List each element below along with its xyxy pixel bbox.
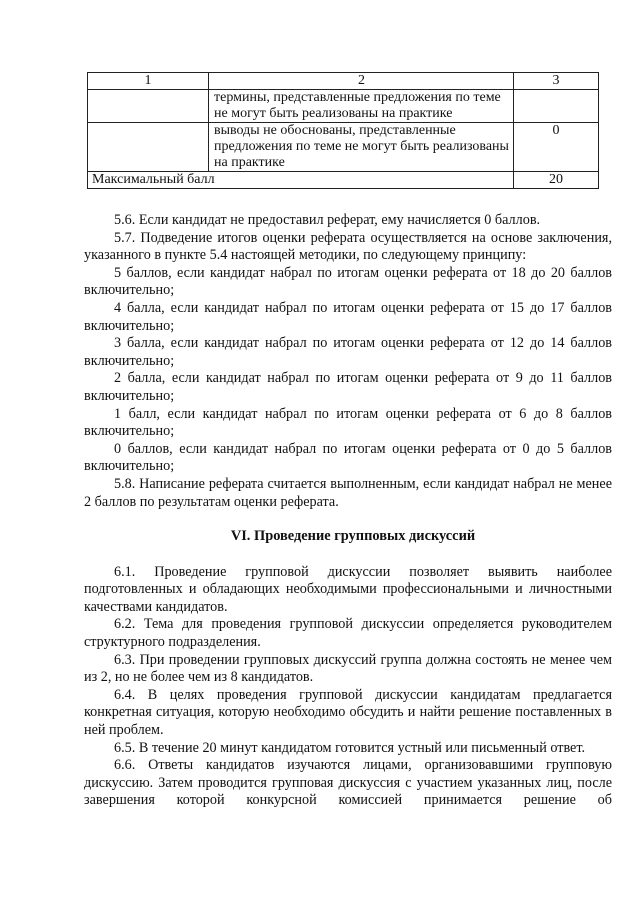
table-cell (88, 90, 209, 123)
paragraph-5-6: 5.6. Если кандидат не предоставил реферат, ему начисляется 0 баллов. (114, 212, 541, 228)
score-3-points: 3 балла, если кандидат набрал по итогам оценки реферата от 12 до 14 баллов включительно; (84, 335, 612, 369)
table-cell: термины, представленные предложения по теме не могут быть реализованы на практике (209, 90, 514, 123)
table-header-row (88, 73, 599, 90)
table-cell: 0 (514, 123, 599, 172)
paragraph-6-3: 6.3. При проведении групповых дискуссий группа должна состоять не менее чем из 2, но не более чем из 8 кандидатов. (84, 651, 612, 686)
paragraph-5-8: 5.8. Написание реферата считается выполненным, если кандидат набрал не менее 2 баллов по результатам оценки реферата. (84, 475, 612, 510)
score-0-points: 0 баллов, если кандидат набрал по итогам оценки реферата от 0 до 5 баллов включительно; (84, 440, 612, 475)
document-body (84, 212, 612, 810)
score-1-point: 1 балл, если кандидат набрал по итогам оценки реферата от 6 до 8 баллов включительно; (84, 405, 612, 440)
paragraph-6-4: 6.4. В целях проведения групповой дискуссии кандидатам предлагается конкретная ситуация, которую необходимо обсудить и найти решение поставленных в ней проблем. (84, 686, 612, 739)
table-row (88, 90, 599, 123)
grading-table (87, 72, 599, 189)
table-header-cell: 2 (209, 73, 514, 90)
score-2-points: 2 балла, если кандидат набрал по итогам оценки реферата от 9 до 11 баллов включительно; (84, 370, 612, 404)
table-cell (88, 123, 209, 172)
section-heading: VI. Проведение групповых дискуссий (230, 528, 476, 545)
score-4-points: 4 балла, если кандидат набрал по итогам оценки реферата от 15 до 17 баллов включительно; (84, 299, 612, 334)
table-header-cell: 3 (514, 73, 599, 90)
score-5-points: 5 баллов, если кандидат набрал по итогам оценки реферата от 18 до 20 баллов включительно; (84, 264, 612, 299)
paragraph-5-7: 5.7. Подведение итогов оценки реферата осуществляется на основе заключения, указанного в пункте 5.4 настоящей методики, по следующему принципу: (84, 229, 612, 264)
table-total-label: Максимальный балл (88, 172, 514, 189)
paragraph-6-6: 6.6. Ответы кандидатов изучаются лицами, организовавшими групповую дискуссию. Затем проводится групповая дискуссия с участием указанных лиц, после завершения которой конкурсной комиссией принимается решение об (84, 757, 612, 809)
table-header-cell: 1 (88, 73, 209, 90)
paragraph-6-1: 6.1. Проведение групповой дискуссии позволяет выявить наиболее подготовленных и обладающих необходимыми профессиональными и личностными качествами кандидатов. (84, 563, 612, 615)
table-row (88, 123, 599, 172)
table-total-row (88, 172, 599, 189)
table-cell: выводы не обоснованы, представленные предложения по теме не могут быть реализованы на практике (209, 123, 514, 172)
table-total-value: 20 (514, 172, 599, 189)
paragraph-6-5: 6.5. В течение 20 минут кандидатом готовится устный или письменный ответ. (114, 739, 586, 756)
table-cell (514, 90, 599, 123)
paragraph-6-2: 6.2. Тема для проведения групповой дискуссии определяется руководителем структурного подразделения. (84, 616, 612, 651)
